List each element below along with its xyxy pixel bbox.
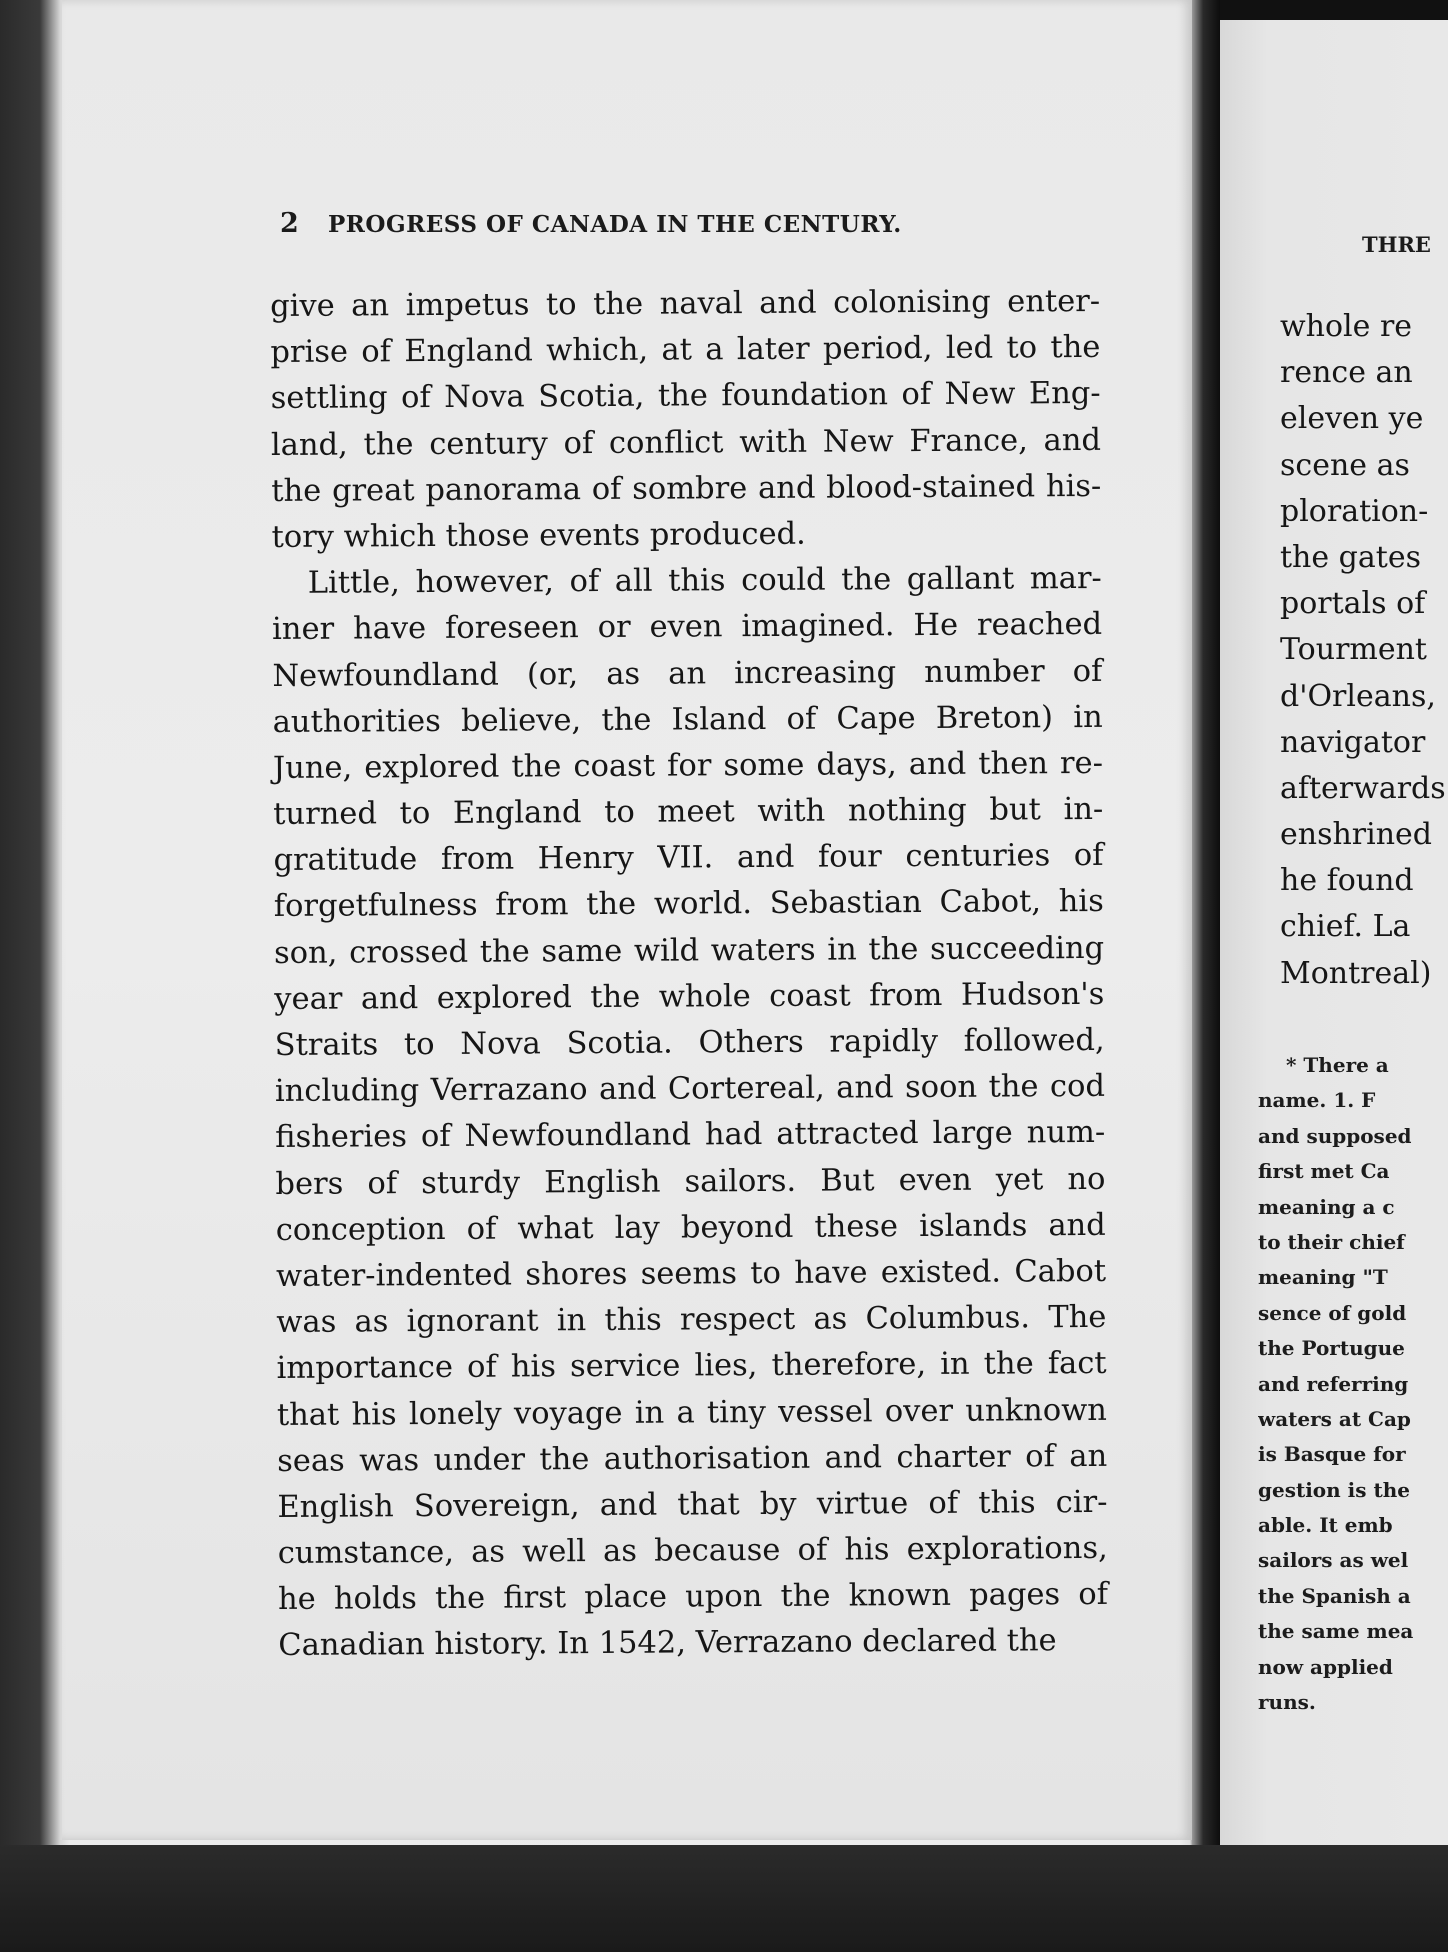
text-line: the great panorama of sombre and blood-stained his- (271, 468, 1102, 509)
right-text-line: Tourment (1280, 632, 1427, 668)
text-line: settling of Nova Scotia, the foundation of New Eng- (270, 376, 1101, 417)
right-text-line: portals of (1280, 586, 1426, 622)
right-text-line: d'Orleans, (1280, 678, 1436, 714)
text-line: fisheries of Newfoundland had attracted large num- (275, 1115, 1106, 1156)
right-text-line: rence an (1280, 355, 1413, 391)
footnote-line: meaning a c (1258, 1194, 1395, 1219)
text-line: iner have foreseen or even imagined. He reached (272, 607, 1103, 648)
text-line: year and explored the whole coast from Hudson's (274, 976, 1105, 1017)
footnote-line: now applied (1258, 1654, 1393, 1679)
footnote-line: name. 1. F (1258, 1088, 1376, 1113)
footnote-line: runs. (1258, 1690, 1316, 1715)
text-line: Straits to Nova Scotia. Others rapidly followed, (274, 1022, 1105, 1063)
footnote-line: meaning "T (1258, 1265, 1388, 1290)
right-text-line: the gates (1280, 539, 1421, 575)
text-line: gratitude from Henry VII. and four centuries of (273, 838, 1104, 879)
right-body-text (1280, 304, 1448, 997)
footnote-line: the same mea (1258, 1619, 1414, 1644)
text-line: bers of sturdy English sailors. But even yet no (275, 1161, 1106, 1202)
running-head (280, 208, 1060, 248)
text-line: was as ignorant in this respect as Columbus. The (276, 1300, 1107, 1341)
text-line: that his lonely voyage in a tiny vessel over unknown (276, 1392, 1108, 1433)
right-footnotes (1258, 1048, 1448, 1720)
right-text-line: enshrined (1280, 817, 1433, 853)
footnote-line: and referring (1258, 1371, 1409, 1396)
page-number: 2 (280, 208, 300, 239)
right-text-line: navigator (1280, 724, 1426, 760)
text-line: land, the century of conflict with New France, and (270, 422, 1102, 463)
footnote-line: the Portugue (1258, 1336, 1405, 1361)
text-line: turned to England to meet with nothing but in- (273, 791, 1104, 833)
right-text-line: whole re (1280, 309, 1413, 344)
right-text-line: chief. La (1280, 909, 1411, 945)
right-text-line: ploration- (1280, 493, 1429, 529)
text-line: prise of England which, at a later period, led to the (270, 330, 1101, 371)
text-line: he holds the first place upon the known pages of (277, 1577, 1109, 1618)
footnote-line: to their chief (1258, 1229, 1405, 1254)
footnote-line: is Basque for (1258, 1442, 1406, 1467)
text-line: authorities believe, the Island of Cape Breton) in (272, 699, 1103, 740)
footnote-line: able. It emb (1258, 1513, 1393, 1538)
right-text-line: he found (1280, 863, 1414, 899)
text-line: importance of his service lies, therefore, in the fact (276, 1346, 1107, 1387)
text-line: Canadian history. In 1542, Verrazano declared the (278, 1623, 1057, 1664)
text-line: tory which those events produced. (271, 516, 806, 555)
text-line: including Verrazano and Cortereal, and soon the cod (274, 1069, 1106, 1110)
footnote-line: sence of gold (1258, 1300, 1407, 1325)
text-line: son, crossed the same wild waters in the succeeding (273, 930, 1105, 971)
footnote-line: first met Ca (1258, 1159, 1390, 1184)
running-head-title: PROGRESS OF CANADA IN THE CENTURY. (328, 211, 902, 238)
right-text-line: eleven ye (1280, 401, 1424, 437)
footnote-line: the Spanish a (1258, 1583, 1411, 1608)
footnote-line: and supposed (1258, 1123, 1412, 1148)
right-running-head: THRE (1362, 232, 1431, 257)
footnote-line: * There a (1286, 1053, 1389, 1077)
text-line: water-indented shores seems to have existed. Cabot (275, 1253, 1107, 1294)
text-line: conception of what lay beyond these islands and (275, 1207, 1106, 1248)
text-line: Little, however, of all this could the gallant mar- (307, 561, 1102, 601)
footnote-line: gestion is the (1258, 1477, 1410, 1502)
right-text-line: scene as (1280, 447, 1410, 483)
book-gutter (1192, 0, 1220, 1952)
footnote-line: sailors as wel (1258, 1548, 1409, 1573)
right-text-line: afterwards (1280, 770, 1446, 806)
footnote-line: waters at Cap (1258, 1406, 1411, 1431)
text-line: June, explored the coast for some days, and then re- (272, 745, 1104, 786)
right-text-line: Montreal) (1280, 955, 1432, 991)
text-line: seas was under the authorisation and charter of an (277, 1438, 1108, 1479)
text-line: give an impetus to the naval and colonising enter- (270, 283, 1101, 324)
body-text (270, 279, 1108, 1670)
scan-bottom-edge (0, 1845, 1448, 1952)
text-line: Newfoundland (or, as an increasing number of (272, 653, 1103, 694)
text-line: forgetfulness from the world. Sebastian Cabot, his (273, 884, 1104, 925)
text-line: English Sovereign, and that by virtue of this cir- (277, 1484, 1108, 1525)
text-line: cumstance, as well as because of his explorations, (277, 1530, 1108, 1572)
